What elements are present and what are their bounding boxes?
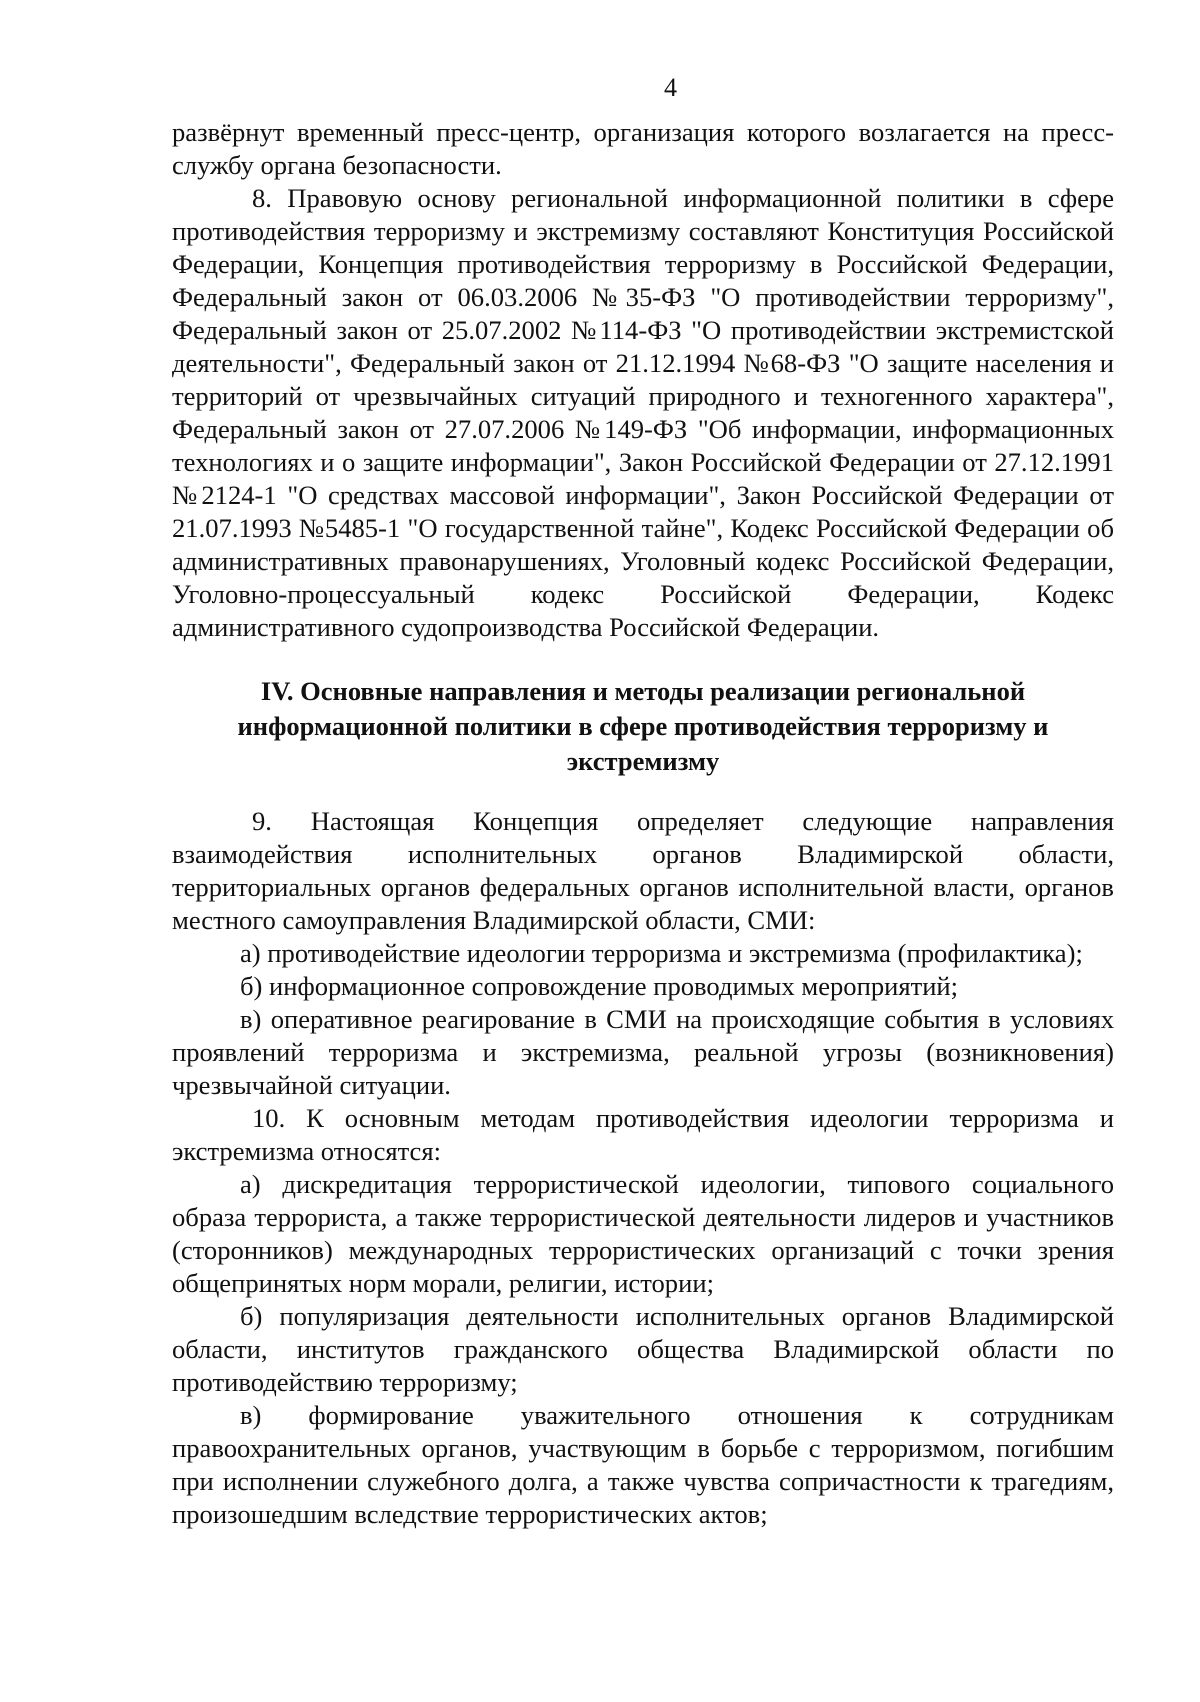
list-item-9a: а) противодействие идеологии терроризма и экстремизма (профилактика); (240, 938, 1083, 968)
paragraph-10: 10. К основным методам противодействия идеологии терроризма и экстремизма относятся: (172, 1103, 1114, 1166)
paragraph-9: 9. Настоящая Концепция определяет следующие направления взаимодействия исполнительных органов Владимирской области, территориальных органов федеральных органов исполнительной власти, органов местного самоуправления Владимирской области, СМИ: (172, 806, 1114, 935)
list-item-9b: б) информационное сопровождение проводимых мероприятий; (240, 971, 959, 1001)
section-heading: IV. Основные направления и методы реализации региональной информационной политики в сфере противодействия терроризму и экстремизму (237, 676, 1049, 776)
page-number: 4 (664, 73, 677, 102)
paragraph-press-center: развёрнут временный пресс-центр, организация которого возлагается на пресс-службу органа безопасности. (172, 117, 1114, 180)
paragraph-8-legal-basis: 8. Правовую основу региональной информационной политики в сфере противодействия терроризму и экстремизму составляют Конституция Российской Федерации, Концепция противодействия терроризму в Российской Федерации, Федеральный закон от 06.03.2006 №35-ФЗ "О противодействии терроризму", Федеральный закон от 25.07.2002 №114-ФЗ "О противодействии экстремистской деятельности", Федеральный закон от 21.12.1994 №68-ФЗ "О защите населения и территорий от чрезвычайных ситуаций природного и техногенного характера", Федеральный закон от 27.07.2006 №149-ФЗ "Об информации, информационных технологиях и о защите информации", Закон Российской Федерации от 27.12.1991 №2124-1 "О средствах массовой информации", Закон Российской Федерации от 21.07.1993 №5485-1 "О государственной тайне", Кодекс Российской Федерации об административных правонарушениях, Уголовный кодекс Российской Федерации, Уголовно-процессуальный кодекс Российской Федерации, Кодекс административного судопроизводства Российской Федерации. (172, 183, 1114, 642)
list-item-9c: в) оперативное реагирование в СМИ на происходящие события в условиях проявлений терроризма и экстремизма, реальной угрозы (возникновения) чрезвычайной ситуации. (172, 1004, 1114, 1100)
list-item-10b: б) популяризация деятельности исполнительных органов Владимирской области, институтов гражданского общества Владимирской области по противодействию терроризму; (172, 1301, 1114, 1397)
list-item-10c: в) формирование уважительного отношения к сотрудникам правоохранительных органов, участвующим в борьбе с терроризмом, погибшим при исполнении служебного долга, а также чувства сопричастности к трагедиям, произошедшим вследствие террористических актов; (172, 1400, 1114, 1529)
list-item-10a: а) дискредитация террористической идеологии, типового социального образа террориста, а также террористической деятельности лидеров и участников (сторонников) международных террористических организаций с точки зрения общепринятых норм морали, религии, истории; (172, 1169, 1114, 1298)
document-body (172, 116, 1114, 1531)
